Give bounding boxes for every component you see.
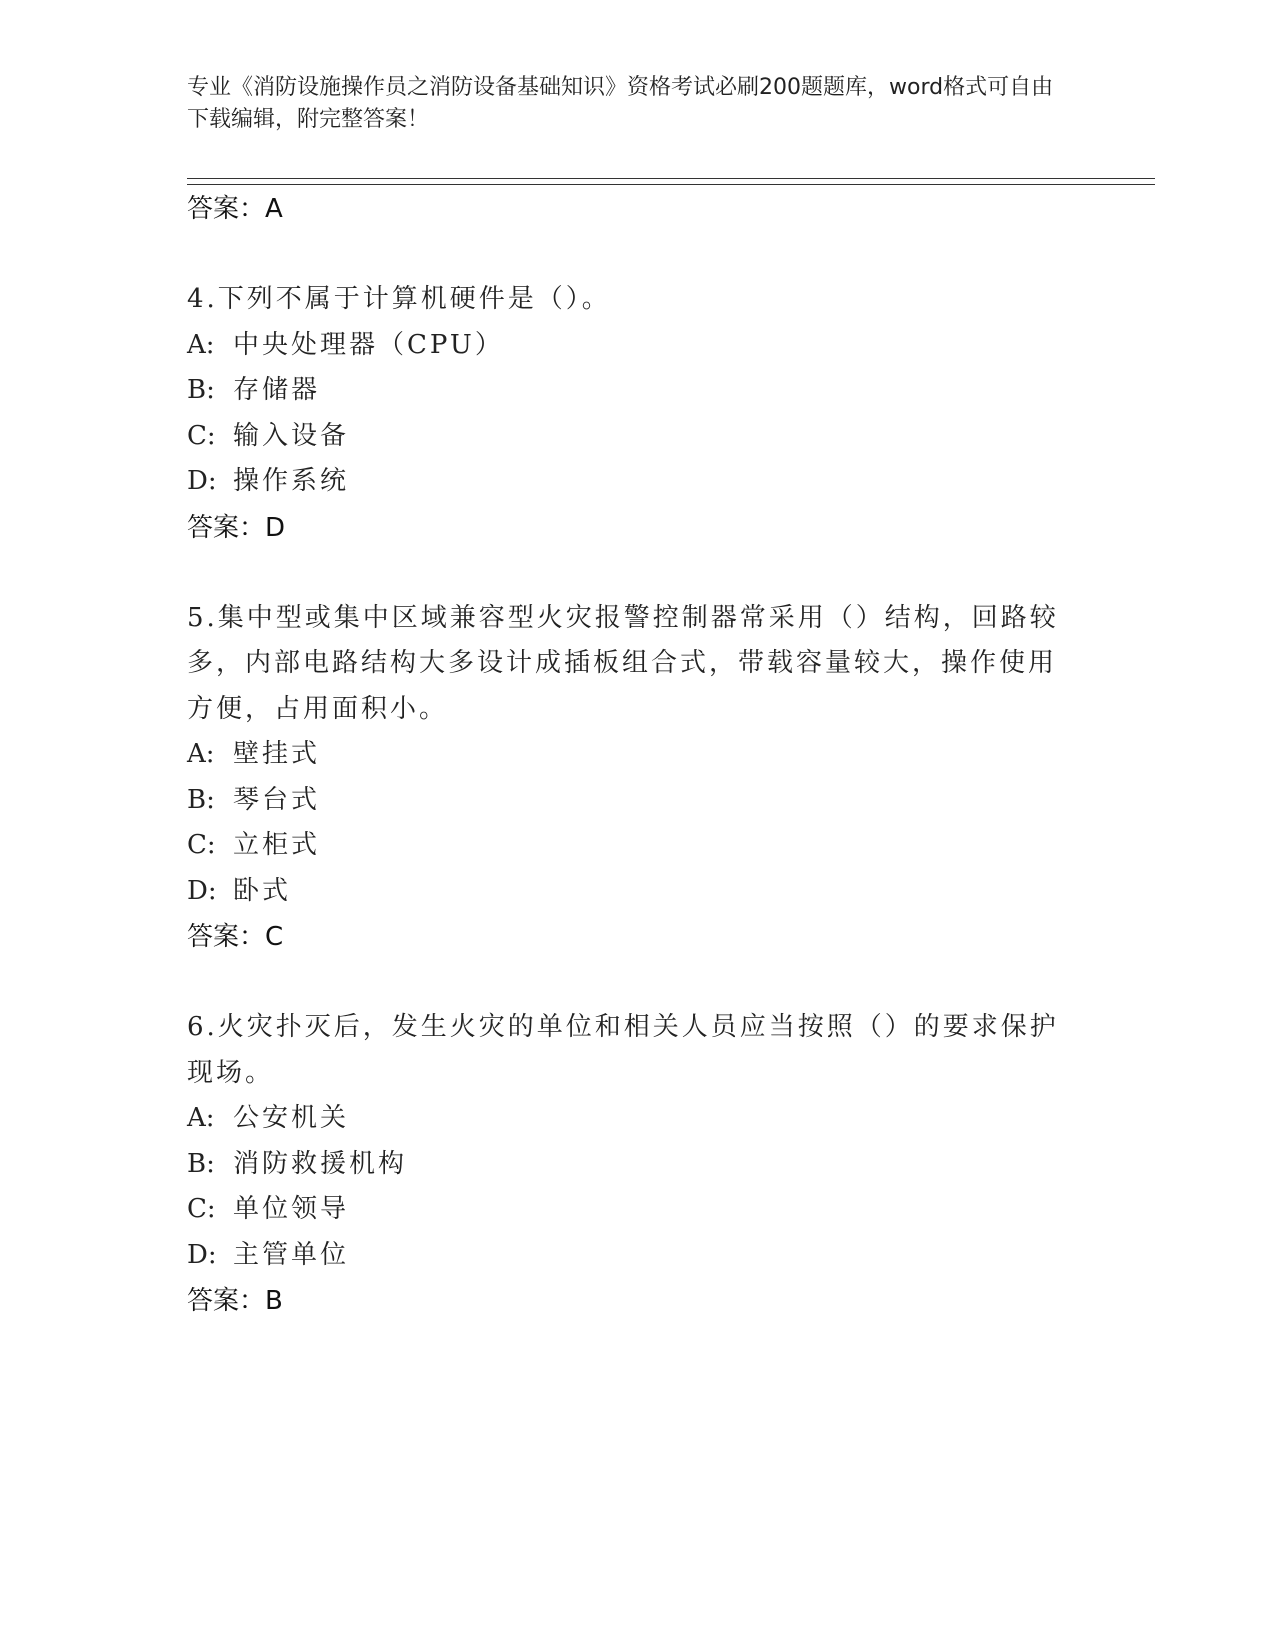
spacer (187, 232, 1067, 277)
page-header: 专业《消防设施操作员之消防设备基础知识》资格考试必刷200题题库，word格式可自由下载编辑，附完整答案！ (187, 75, 1054, 132)
option-letter: C: (187, 1194, 216, 1224)
question-block (187, 1005, 1067, 1324)
answer-line: 答案：B (187, 1286, 283, 1316)
option-text: 消防救援机构 (233, 1148, 408, 1179)
question-list (187, 186, 1067, 1324)
question-text: 5.集中型或集中区域兼容型火灾报警控制器常采用（）结构，回路较多，内部电路结构大多设计成插板组合式，带载容量较大，操作使用方便，占用面积小。 (187, 602, 1059, 724)
option-letter: B: (187, 784, 215, 815)
option-text: 壁挂式 (233, 739, 321, 769)
option-text: 主管单位 (233, 1239, 350, 1270)
option-d (187, 459, 1067, 505)
answer-line: 答案：C (187, 922, 284, 952)
question-text: 4.下列不属于计算机硬件是（）。 (187, 284, 611, 314)
option-b (187, 778, 1067, 824)
option-text: 公安机关 (233, 1103, 350, 1133)
option-letter: B: (187, 375, 215, 405)
option-b (187, 368, 1067, 414)
option-letter: C: (187, 420, 216, 451)
answer-line: 答案：D (187, 512, 286, 543)
option-letter: A: (187, 739, 215, 769)
option-b (187, 1142, 1067, 1188)
option-text: 琴台式 (233, 784, 321, 815)
option-letter: D: (187, 875, 217, 906)
answer-line: 答案：A (187, 194, 283, 224)
option-letter: C: (187, 830, 216, 860)
option-letter: A: (187, 1103, 215, 1133)
option-text: 卧式 (233, 875, 292, 906)
option-d (187, 869, 1067, 915)
header-divider (187, 178, 1155, 185)
option-letter: B: (187, 1148, 215, 1179)
option-text: 单位领导 (233, 1194, 350, 1224)
question-text: 6.火灾扑灭后，发生火灾的单位和相关人员应当按照（）的要求保护现场。 (187, 1012, 1059, 1088)
option-text: 中央处理器（CPU） (233, 329, 504, 360)
option-letter: A: (187, 329, 215, 360)
option-c (187, 414, 1067, 460)
spacer (187, 960, 1067, 1005)
option-letter: D: (187, 1239, 217, 1270)
question-block (187, 277, 1067, 551)
option-text: 存储器 (233, 375, 321, 405)
option-a (187, 1096, 1067, 1142)
option-letter: D: (187, 466, 217, 496)
question-block (187, 596, 1067, 961)
option-text: 输入设备 (233, 420, 350, 451)
option-text: 操作系统 (233, 466, 350, 496)
option-a (187, 323, 1067, 369)
option-c (187, 1187, 1067, 1233)
spacer (187, 551, 1067, 596)
option-c (187, 823, 1067, 869)
option-text: 立柜式 (233, 830, 321, 860)
option-d (187, 1233, 1067, 1279)
option-a (187, 732, 1067, 778)
